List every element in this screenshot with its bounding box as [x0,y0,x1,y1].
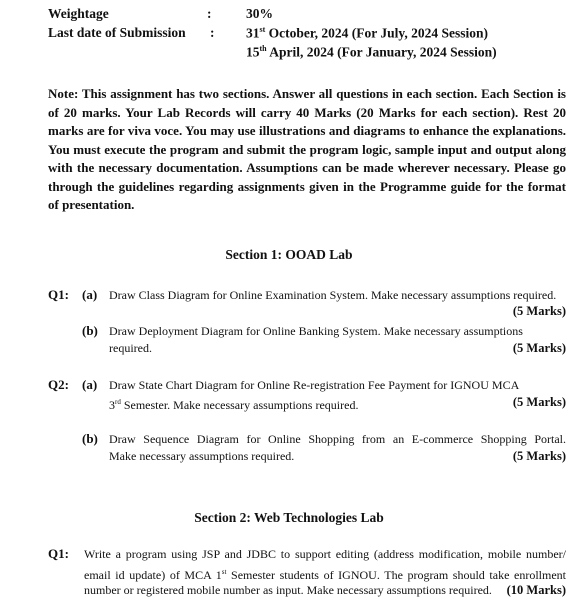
weightage-colon: : [207,6,212,21]
s1-q2b-marks: (5 Marks) [512,449,566,463]
s2-q1-number: Q1: [48,546,69,561]
weightage-label: Weightage [48,6,109,21]
s1-q1b-text-line2: required. [109,341,152,355]
s1-q1a-marks: (5 Marks) [512,304,566,318]
s1-q2a-text-line2: 3rd Semester. Make necessary assumptions required. [109,398,359,412]
s1-q1-number: Q1: [48,287,69,302]
s1-q2-number: Q2: [48,377,69,392]
submission-colon: : [210,25,215,40]
s1-q2b-text-line2: Make necessary assumptions required. [109,449,295,463]
s1-q1b-marks: (5 Marks) [512,341,566,355]
s2-q1-text-line3: number or registered mobile number as input. Make necessary assumptions required. [84,583,492,597]
submission-label: Last date of Submission [48,25,186,40]
section1-title: Section 1: OOAD Lab [225,247,353,262]
s1-q1b-text-line1: Draw Deployment Diagram for Online Banking System. Make necessary assumptions [109,324,523,338]
section2-title: Section 2: Web Technologies Lab [194,510,384,525]
note-paragraph: Note: This assignment has two sections. Answer all questions in each section. Each Section is of 20 marks. Your Lab Records will carry 40 Marks (20 Marks for each section). Rest 20 marks are for viva voce. You may use illustrations and diagrams to enhance the explanations. You must execute the program and submit the program logic, sample input and output along with the necessary documentation. Assumptions can be made wherever necessary. Please go through the guidelines regarding assignments given in the Programme guide for the format of presentation. [48,86,566,212]
s1-q1b-label: (b) [82,323,98,338]
submission-date-july: 31st October, 2024 (For July, 2024 Session) [246,25,489,41]
submission-date-january: 15th April, 2024 (For January, 2024 Session) [246,44,497,60]
s2-q1-text-line2: email id update) of MCA 1st Semester students of IGNOU. The program should take enrollment [84,568,566,582]
weightage-value: 30% [246,6,273,21]
s1-q2a-text-line1: Draw State Chart Diagram for Online Re-registration Fee Payment for IGNOU MCA [109,378,520,392]
s1-q2b-label: (b) [82,431,98,446]
s1-q2a-label: (a) [82,377,98,392]
s1-q2b-text-line1: Draw Sequence Diagram for Online Shopping from an E-commerce Shopping Portal. [109,432,566,446]
s1-q2a-marks: (5 Marks) [512,395,566,409]
s2-q1-text-line1: Write a program using JSP and JDBC to support editing (address modification, mobile number/ [84,547,566,561]
s1-q1a-label: (a) [82,287,98,302]
s1-q1a-text: Draw Class Diagram for Online Examination System. Make necessary assumptions required. [109,288,557,302]
s2-q1-marks: (10 Marks) [506,583,566,597]
